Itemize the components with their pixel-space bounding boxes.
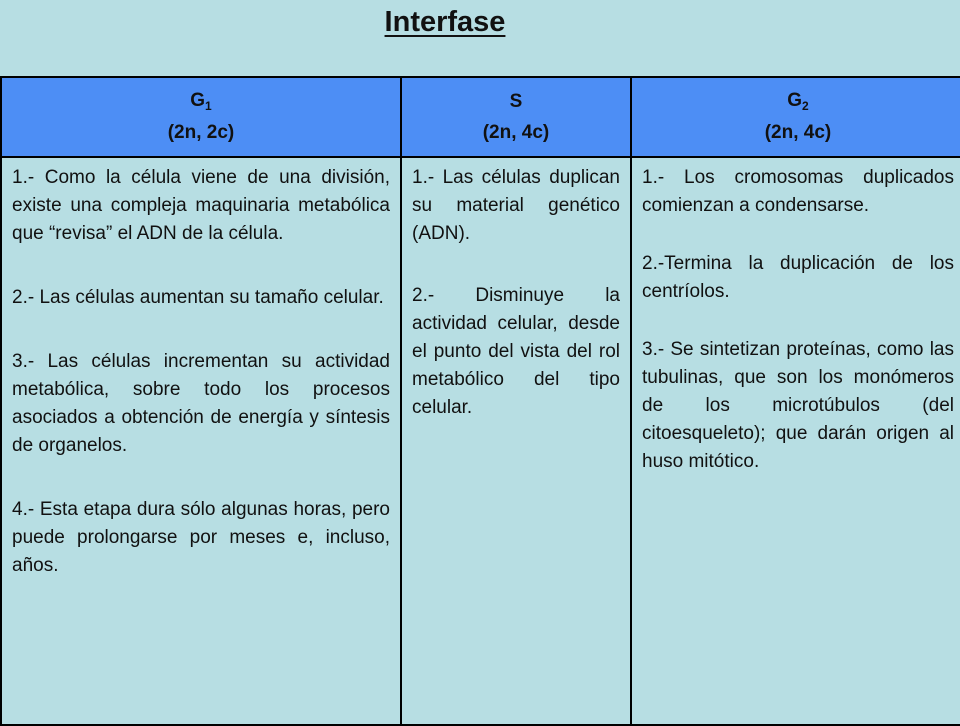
g2-item-2: 2.-Termina la duplicación de los centríolos. [642, 253, 954, 302]
phase-name-g1: G [190, 90, 206, 112]
phase-formula-g1: (2n, 2c) [167, 122, 235, 144]
header-s [401, 77, 631, 157]
g2-item-3: 3.- Se sintetizan proteínas, como las tubulinas, que son los monómeros de los microtúbulos (del citoesqueleto); que darán origen al huso mitótico. [642, 339, 954, 472]
header-g1 [1, 77, 401, 157]
cell-s [401, 157, 631, 725]
g1-item-2: 2.- Las células aumentan su tamaño celular. [12, 287, 384, 308]
content-row [1, 157, 960, 725]
g1-item-1: 1.- Como la célula viene de una división, existe una compleja maquinaria metabólica que “revisa” el ADN de la célula. [12, 167, 390, 244]
g1-item-4: 4.- Esta etapa dura sólo algunas horas, pero puede prolongarse por meses e, incluso, años. [12, 499, 390, 576]
s-item-2: 2.- Disminuye la actividad celular, desde el punto del vista del rol metabólico del tipo celular. [412, 285, 620, 418]
phase-subscript-g1: 1 [205, 99, 212, 114]
phase-formula-s: (2n, 4c) [482, 122, 550, 143]
phase-name-s: S [509, 90, 523, 112]
cell-g2 [631, 157, 960, 725]
header-row [1, 77, 960, 157]
header-g2 [631, 77, 960, 157]
phase-formula-g2: (2n, 4c) [764, 122, 832, 144]
slide-title: Interfase [384, 6, 506, 38]
phase-name-g2: G [787, 90, 803, 112]
s-item-1: 1.- Las células duplican su material genético (ADN). [412, 167, 620, 244]
interphase-table [0, 76, 960, 726]
g1-item-3: 3.- Las células incrementan su actividad metabólica, sobre todo los procesos asociados a obtención de energía y síntesis de organelos. [12, 351, 390, 456]
cell-g1 [1, 157, 401, 725]
g2-item-1: 1.- Los cromosomas duplicados comienzan a condensarse. [642, 167, 954, 216]
phase-subscript-g2: 2 [802, 99, 809, 114]
